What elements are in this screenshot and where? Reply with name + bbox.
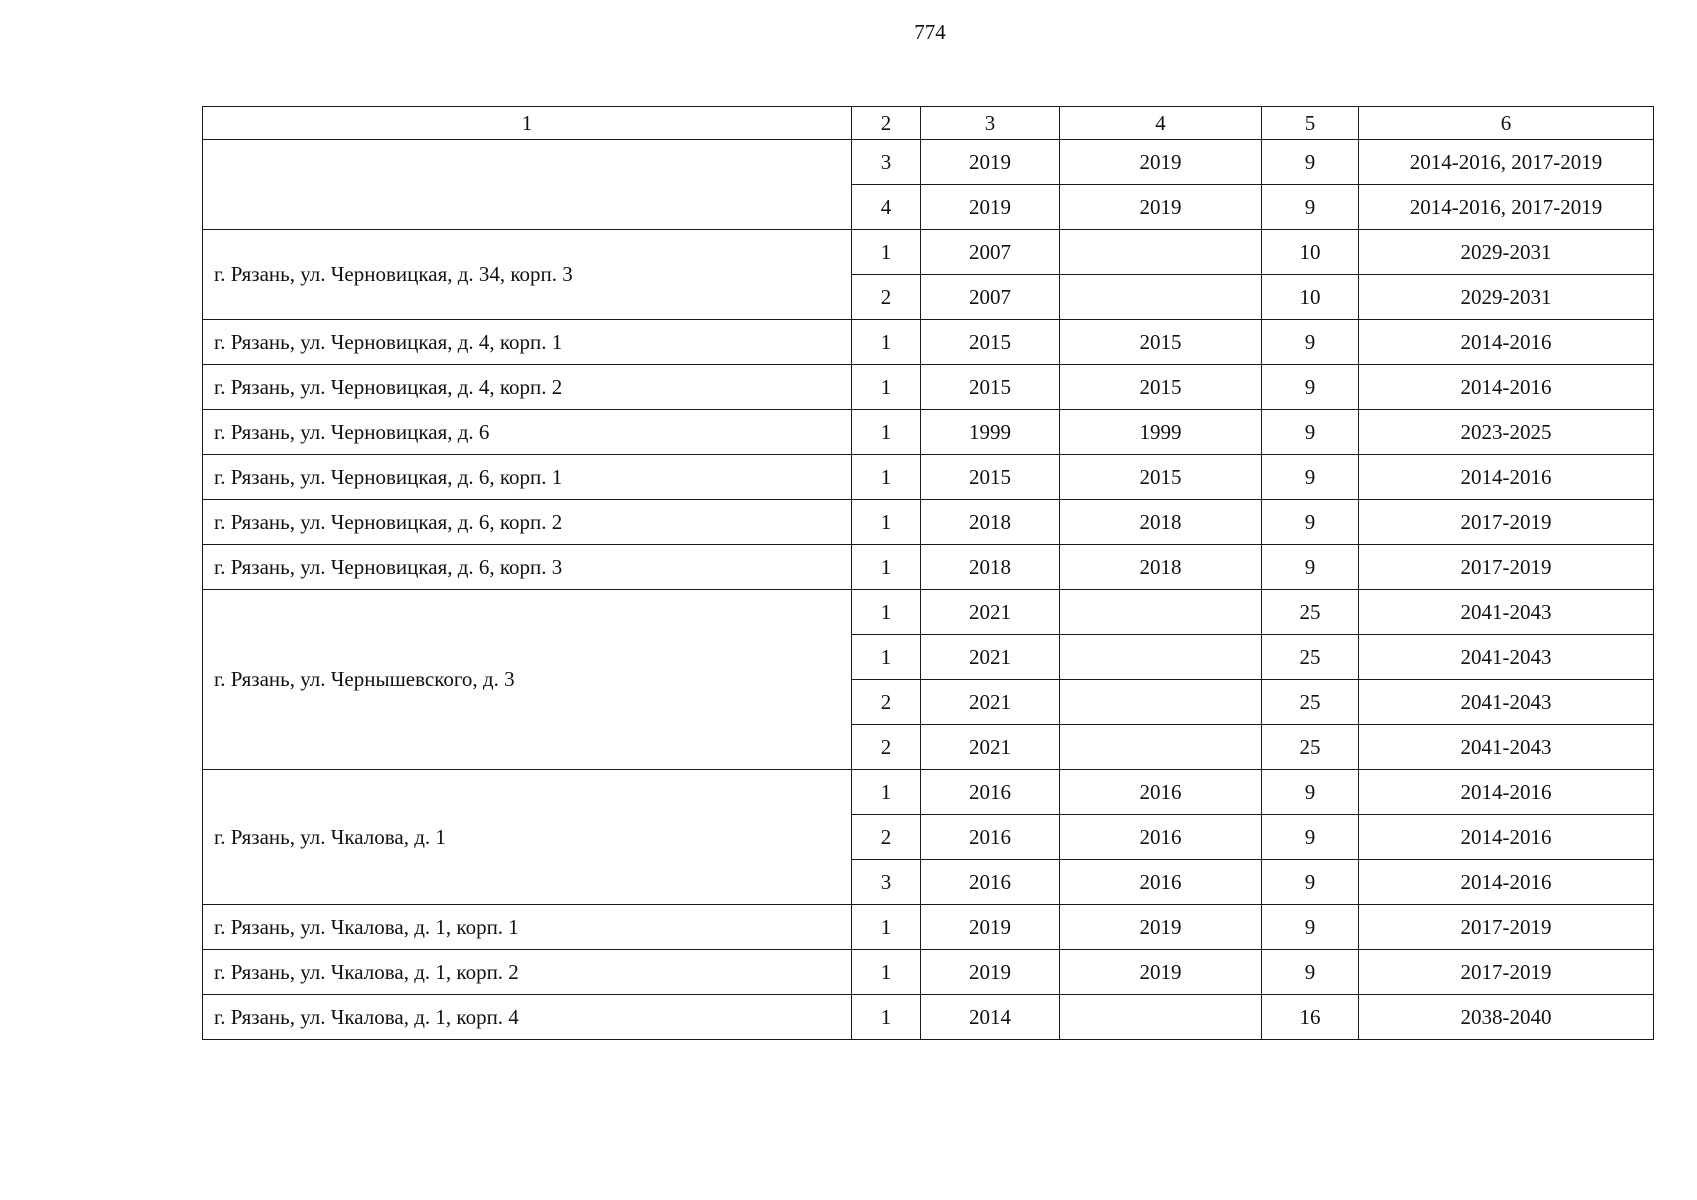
- header-cell: 4: [1060, 107, 1262, 140]
- year-cell: 2021: [921, 680, 1060, 725]
- year-cell: 2018: [921, 545, 1060, 590]
- commission-year-cell: 2019: [1060, 140, 1262, 185]
- period-cell: 2038-2040: [1359, 995, 1654, 1040]
- floors-cell: 9: [1262, 905, 1359, 950]
- floors-cell: 9: [1262, 410, 1359, 455]
- entrance-cell: 1: [852, 500, 921, 545]
- commission-year-cell: [1060, 590, 1262, 635]
- entrance-cell: 3: [852, 860, 921, 905]
- table-body: [203, 107, 1654, 1040]
- address-cell: г. Рязань, ул. Черновицкая, д. 6, корп. 2: [203, 500, 852, 545]
- floors-cell: 25: [1262, 680, 1359, 725]
- entrance-cell: 4: [852, 185, 921, 230]
- period-cell: 2017-2019: [1359, 545, 1654, 590]
- year-cell: 2018: [921, 500, 1060, 545]
- period-cell: 2014-2016, 2017-2019: [1359, 140, 1654, 185]
- entrance-cell: 2: [852, 725, 921, 770]
- year-cell: 2019: [921, 140, 1060, 185]
- year-cell: 2007: [921, 230, 1060, 275]
- commission-year-cell: [1060, 635, 1262, 680]
- floors-cell: 9: [1262, 770, 1359, 815]
- period-cell: 2041-2043: [1359, 680, 1654, 725]
- floors-cell: 9: [1262, 950, 1359, 995]
- address-cell: г. Рязань, ул. Чкалова, д. 1, корп. 4: [203, 995, 852, 1040]
- floors-cell: 25: [1262, 590, 1359, 635]
- commission-year-cell: 2016: [1060, 770, 1262, 815]
- period-cell: 2017-2019: [1359, 950, 1654, 995]
- year-cell: 2021: [921, 590, 1060, 635]
- table-row: [203, 230, 1654, 275]
- floors-cell: 9: [1262, 365, 1359, 410]
- floors-cell: 9: [1262, 860, 1359, 905]
- table-row: [203, 320, 1654, 365]
- address-cell: г. Рязань, ул. Черновицкая, д. 34, корп. 3: [203, 230, 852, 320]
- period-cell: 2029-2031: [1359, 275, 1654, 320]
- floors-cell: 25: [1262, 725, 1359, 770]
- page-number: 774: [914, 20, 946, 44]
- year-cell: 2016: [921, 815, 1060, 860]
- year-cell: 2007: [921, 275, 1060, 320]
- header-row: [203, 107, 1654, 140]
- floors-cell: 10: [1262, 275, 1359, 320]
- address-cell: г. Рязань, ул. Черновицкая, д. 6: [203, 410, 852, 455]
- floors-cell: 9: [1262, 815, 1359, 860]
- table-row: [203, 365, 1654, 410]
- entrance-cell: 1: [852, 950, 921, 995]
- year-cell: 2016: [921, 860, 1060, 905]
- commission-year-cell: 1999: [1060, 410, 1262, 455]
- header-cell: 6: [1359, 107, 1654, 140]
- year-cell: 2015: [921, 455, 1060, 500]
- commission-year-cell: 2015: [1060, 365, 1262, 410]
- table-row: [203, 905, 1654, 950]
- header-cell: 5: [1262, 107, 1359, 140]
- period-cell: 2014-2016: [1359, 815, 1654, 860]
- floors-cell: 10: [1262, 230, 1359, 275]
- floors-cell: 9: [1262, 455, 1359, 500]
- year-cell: 2019: [921, 905, 1060, 950]
- floors-cell: 16: [1262, 995, 1359, 1040]
- commission-year-cell: [1060, 995, 1262, 1040]
- entrance-cell: 1: [852, 410, 921, 455]
- entrance-cell: 2: [852, 680, 921, 725]
- commission-year-cell: [1060, 680, 1262, 725]
- year-cell: 2016: [921, 770, 1060, 815]
- floors-cell: 9: [1262, 185, 1359, 230]
- commission-year-cell: [1060, 230, 1262, 275]
- commission-year-cell: [1060, 725, 1262, 770]
- floors-cell: 9: [1262, 140, 1359, 185]
- period-cell: 2041-2043: [1359, 590, 1654, 635]
- entrance-cell: 2: [852, 815, 921, 860]
- commission-year-cell: 2018: [1060, 545, 1262, 590]
- housing-table: [202, 106, 1654, 1040]
- entrance-cell: 1: [852, 545, 921, 590]
- commission-year-cell: 2018: [1060, 500, 1262, 545]
- period-cell: 2017-2019: [1359, 905, 1654, 950]
- address-cell: г. Рязань, ул. Чкалова, д. 1: [203, 770, 852, 905]
- year-cell: 2019: [921, 185, 1060, 230]
- entrance-cell: 1: [852, 590, 921, 635]
- table-row: [203, 545, 1654, 590]
- period-cell: 2017-2019: [1359, 500, 1654, 545]
- commission-year-cell: 2016: [1060, 860, 1262, 905]
- year-cell: 1999: [921, 410, 1060, 455]
- year-cell: 2021: [921, 725, 1060, 770]
- entrance-cell: 1: [852, 455, 921, 500]
- header-cell: 3: [921, 107, 1060, 140]
- address-cell: г. Рязань, ул. Чернышевского, д. 3: [203, 590, 852, 770]
- period-cell: 2041-2043: [1359, 725, 1654, 770]
- period-cell: 2041-2043: [1359, 635, 1654, 680]
- period-cell: 2014-2016: [1359, 770, 1654, 815]
- entrance-cell: 1: [852, 365, 921, 410]
- commission-year-cell: 2019: [1060, 905, 1262, 950]
- table-row: [203, 950, 1654, 995]
- commission-year-cell: [1060, 275, 1262, 320]
- commission-year-cell: 2016: [1060, 815, 1262, 860]
- year-cell: 2014: [921, 995, 1060, 1040]
- year-cell: 2021: [921, 635, 1060, 680]
- table-row: [203, 140, 1654, 185]
- period-cell: 2014-2016: [1359, 455, 1654, 500]
- address-cell: г. Рязань, ул. Чкалова, д. 1, корп. 1: [203, 905, 852, 950]
- table-row: [203, 410, 1654, 455]
- table-row: [203, 995, 1654, 1040]
- floors-cell: 9: [1262, 500, 1359, 545]
- entrance-cell: 1: [852, 905, 921, 950]
- address-cell: г. Рязань, ул. Черновицкая, д. 4, корп. 2: [203, 365, 852, 410]
- address-cell: г. Рязань, ул. Черновицкая, д. 6, корп. 1: [203, 455, 852, 500]
- entrance-cell: 1: [852, 995, 921, 1040]
- entrance-cell: 1: [852, 230, 921, 275]
- address-cell: г. Рязань, ул. Чкалова, д. 1, корп. 2: [203, 950, 852, 995]
- floors-cell: 25: [1262, 635, 1359, 680]
- year-cell: 2019: [921, 950, 1060, 995]
- address-cell: г. Рязань, ул. Черновицкая, д. 6, корп. 3: [203, 545, 852, 590]
- table-row: [203, 500, 1654, 545]
- table-row: [203, 770, 1654, 815]
- header-cell: 1: [203, 107, 852, 140]
- floors-cell: 9: [1262, 545, 1359, 590]
- period-cell: 2014-2016: [1359, 320, 1654, 365]
- entrance-cell: 1: [852, 770, 921, 815]
- entrance-cell: 2: [852, 275, 921, 320]
- address-cell: [203, 140, 852, 230]
- commission-year-cell: 2019: [1060, 185, 1262, 230]
- commission-year-cell: 2019: [1060, 950, 1262, 995]
- table-row: [203, 455, 1654, 500]
- period-cell: 2029-2031: [1359, 230, 1654, 275]
- floors-cell: 9: [1262, 320, 1359, 365]
- period-cell: 2014-2016: [1359, 365, 1654, 410]
- entrance-cell: 3: [852, 140, 921, 185]
- commission-year-cell: 2015: [1060, 320, 1262, 365]
- table-row: [203, 590, 1654, 635]
- address-cell: г. Рязань, ул. Черновицкая, д. 4, корп. 1: [203, 320, 852, 365]
- entrance-cell: 1: [852, 635, 921, 680]
- period-cell: 2023-2025: [1359, 410, 1654, 455]
- entrance-cell: 1: [852, 320, 921, 365]
- year-cell: 2015: [921, 320, 1060, 365]
- year-cell: 2015: [921, 365, 1060, 410]
- commission-year-cell: 2015: [1060, 455, 1262, 500]
- period-cell: 2014-2016, 2017-2019: [1359, 185, 1654, 230]
- period-cell: 2014-2016: [1359, 860, 1654, 905]
- header-cell: 2: [852, 107, 921, 140]
